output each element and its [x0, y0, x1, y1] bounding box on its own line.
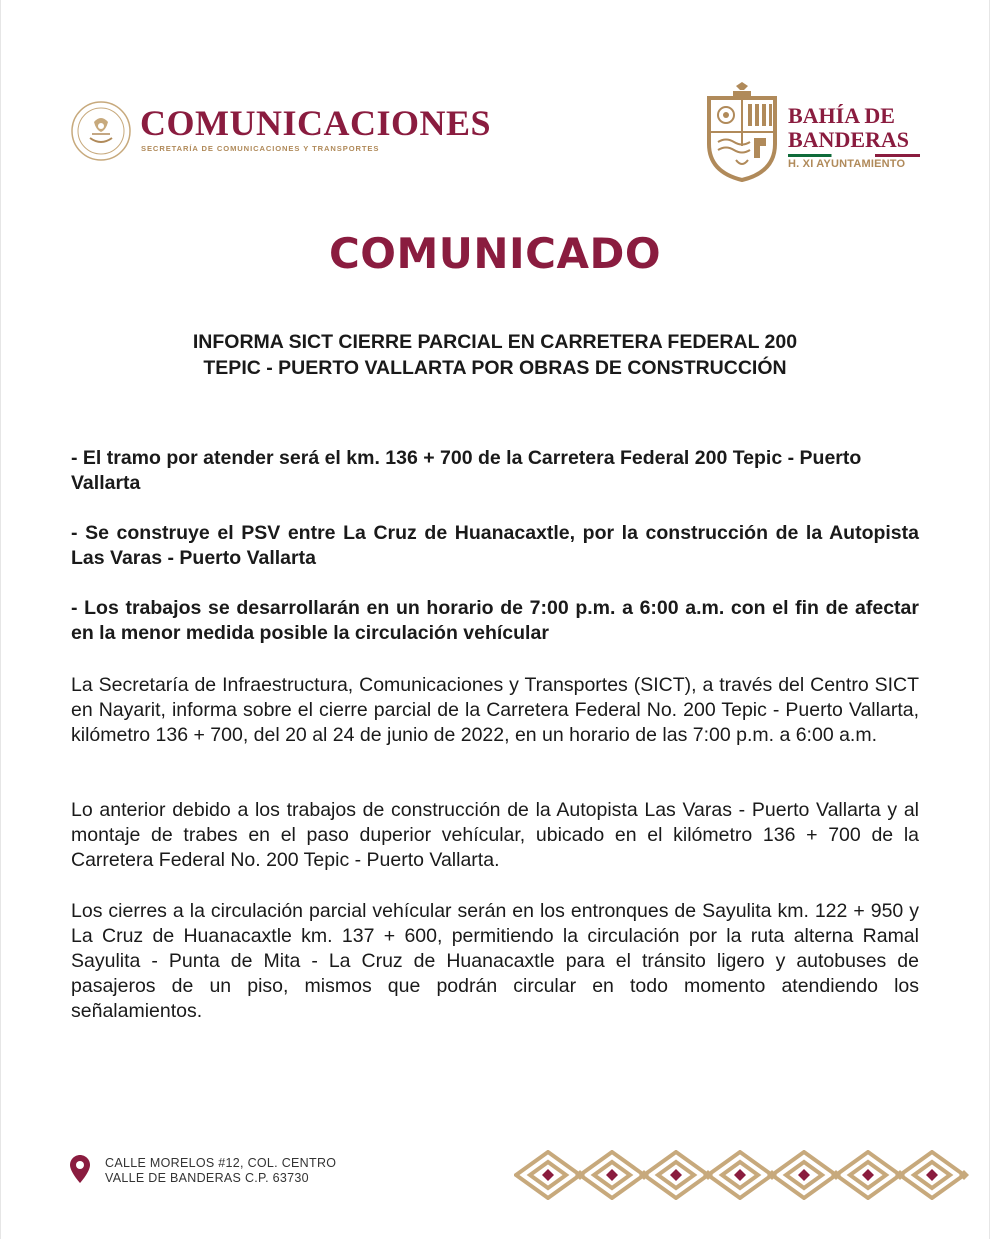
agency-subtitle: SECRETARÍA DE COMUNICACIONES Y TRANSPORTES: [141, 144, 380, 153]
tricolor-rule: [788, 154, 920, 157]
municipality-subtitle: H. XI AYUNTAMIENTO: [788, 158, 906, 170]
bullet-item: - El tramo por atender será el km. 136 + 700 de la Carretera Federal 200 Tepic - Puerto Vallarta: [71, 447, 862, 494]
municipality-name: [788, 104, 909, 152]
national-seal-icon: [70, 100, 132, 162]
address-line1: CALLE MORELOS #12, COL. CENTRO: [105, 1156, 337, 1170]
body-paragraph: Lo anterior debido a los trabajos de construcción de la Autopista Las Varas - Puerto Vallarta y al montaje de trabes en el paso duperior vehícular, ubicado en el kilómetro 136 + 700 de la Carretera Federal No. 200 Tepic - Puerto Vallarta.: [71, 799, 919, 871]
location-pin-icon: [70, 1155, 90, 1183]
subtitle-line1: INFORMA SICT CIERRE PARCIAL EN CARRETERA FEDERAL 200: [192, 331, 798, 353]
footer-address: [105, 1156, 336, 1186]
subtitle-line2: TEPIC - PUERTO VALLARTA POR OBRAS DE CONSTRUCCIÓN: [203, 357, 787, 379]
bullet-item: - Se construye el PSV entre La Cruz de Huanacaxtle, por la construcción de la Autopista Las Varas - Puerto Vallarta: [71, 522, 919, 569]
municipal-shield-icon: [706, 82, 778, 182]
agency-name: COMUNICACIONES: [140, 103, 492, 143]
body-paragraph: Los cierres a la circulación parcial vehícular serán en los entronques de Sayulita km. 122 + 950 y La Cruz de Huanacaxtle km. 137 + 600, permitiendo la circulación por la ruta alterna Ramal Sayulita - Punta de Mita - La Cruz de Huanacaxtle para el tránsito ligero y autobuses de pasajeros de un piso, mismos que podrán circular en todo momento atendiendo los señalamientos.: [71, 900, 919, 1022]
bullet-item: - Los trabajos se desarrollarán en un horario de 7:00 p.m. a 6:00 a.m. con el fin de afectar en la menor medida posible la circulación vehícular: [71, 597, 919, 644]
municipality-name-line1: BAHÍA DE: [788, 103, 895, 128]
municipality-name-line2: BANDERAS: [788, 127, 910, 152]
page-title: COMUNICADO: [328, 229, 662, 278]
subtitle: [100, 329, 890, 381]
body-paragraph: La Secretaría de Infraestructura, Comunicaciones y Transportes (SICT), a través del Centro SICT en Nayarit, informa sobre el cierre parcial de la Carretera Federal No. 200 Tepic - Puerto Vallarta, kilómetro 136 + 700, del 20 al 24 de junio de 2022, en un horario de las 7:00 p.m. a 6:00 a.m.: [71, 674, 919, 746]
address-line2: VALLE DE BANDERAS C.P. 63730: [105, 1171, 309, 1185]
diamond-pattern: [514, 1150, 990, 1200]
